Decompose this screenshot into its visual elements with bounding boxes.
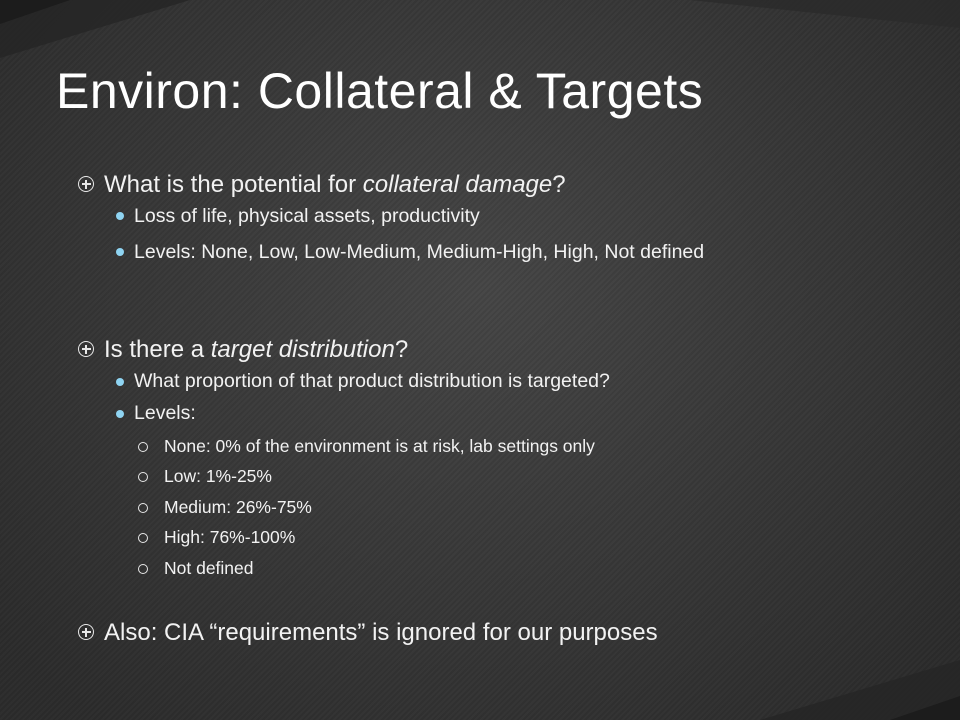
filled-dot-icon [116,410,124,418]
hollow-circle-icon [138,533,148,543]
filled-dot-icon [116,378,124,386]
hollow-circle-icon [138,442,148,452]
filled-dot-icon [116,248,124,256]
circled-plus-icon [78,341,94,357]
bullet-collateral-question: What is the potential for collateral damage? [104,171,566,198]
bullet-loss-of-life: Loss of life, physical assets, productivity [134,205,480,227]
bullet-cia-note: Also: CIA “requirements” is ignored for our purposes [104,619,658,646]
level-low: Low: 1%-25% [164,466,272,486]
bullet-target-question: Is there a target distribution? [104,336,409,363]
bullet-collateral-levels: Levels: None, Low, Low-Medium, Medium-High, High, Not defined [134,241,705,263]
bullet-target-proportion: What proportion of that product distribution is targeted? [134,370,610,392]
hollow-circle-icon [138,564,148,574]
level-none: None: 0% of the environment is at risk, lab settings only [164,436,595,456]
level-not-defined: Not defined [164,558,254,578]
level-medium: Medium: 26%-75% [164,497,312,517]
hollow-circle-icon [138,503,148,513]
bullet-target-levels: Levels: [134,402,196,424]
hollow-circle-icon [138,472,148,482]
level-high: High: 76%-100% [164,527,296,547]
filled-dot-icon [116,212,124,220]
circled-plus-icon [78,624,94,640]
slide-title: Environ: Collateral & Targets [56,63,704,119]
circled-plus-icon [78,176,94,192]
